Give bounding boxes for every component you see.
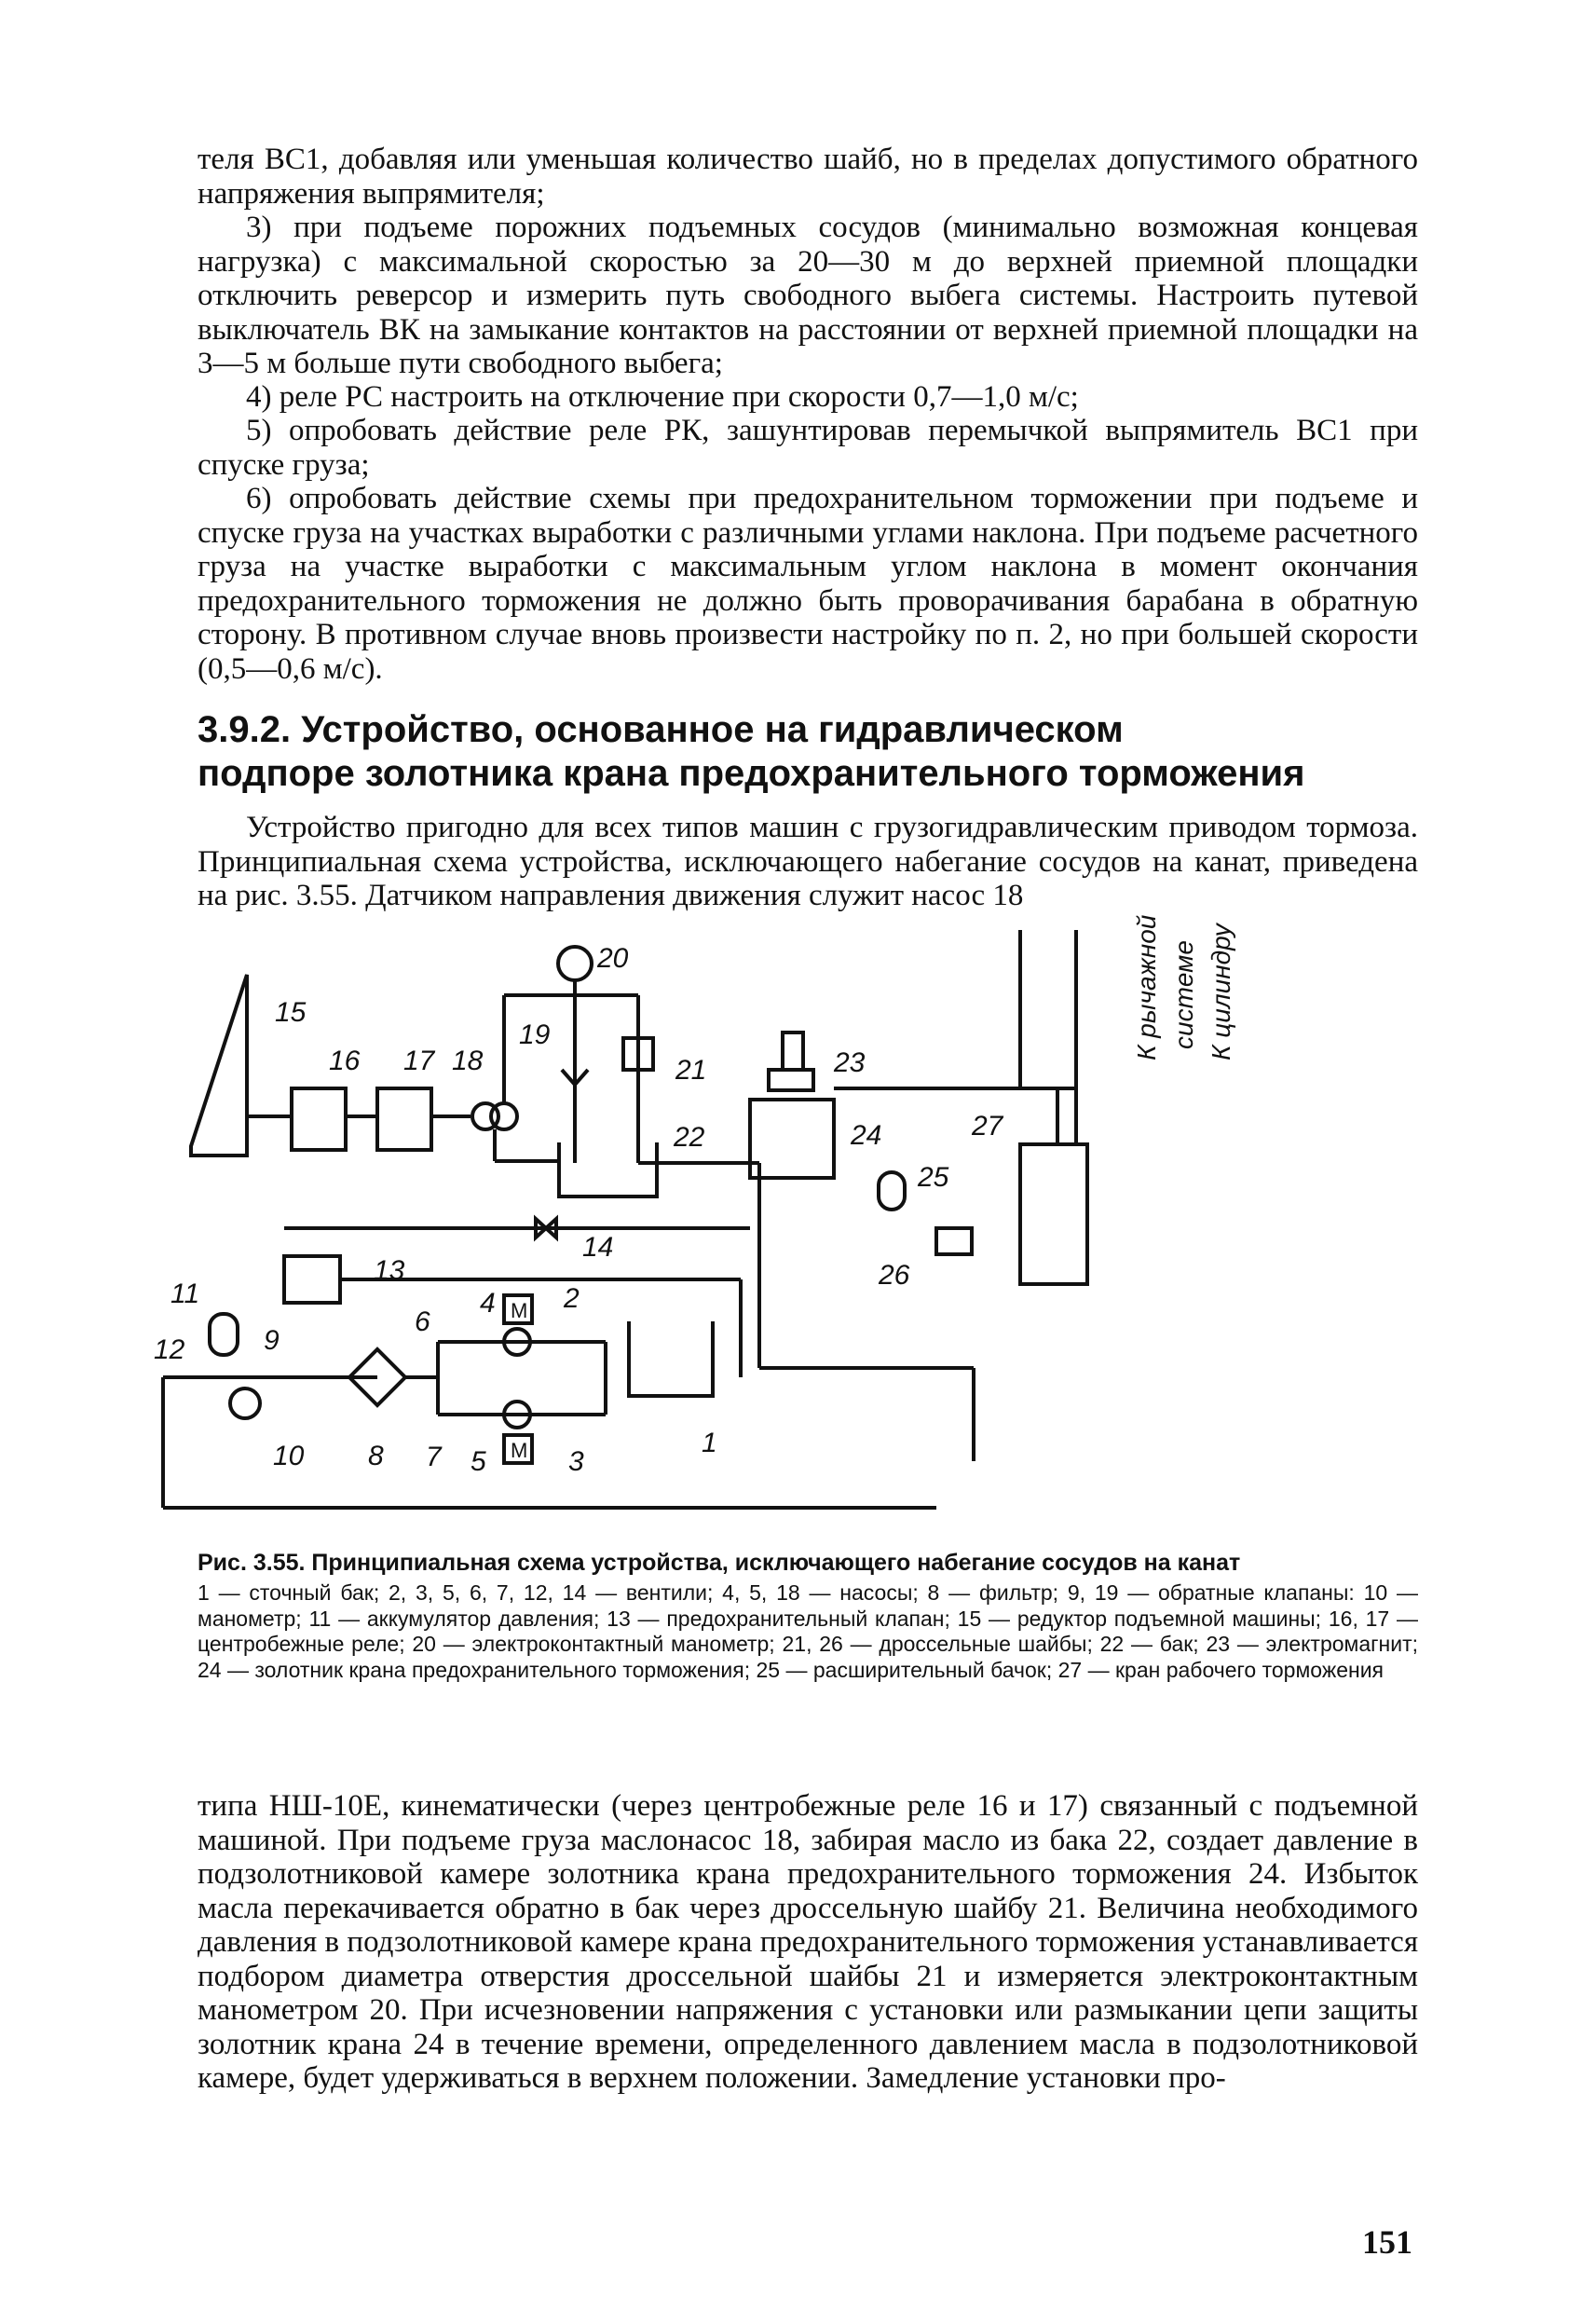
- label-5: 5: [471, 1446, 486, 1477]
- label-1: 1: [702, 1428, 717, 1458]
- relay-16: [292, 1088, 346, 1150]
- label-6: 6: [415, 1306, 430, 1337]
- label-22: 22: [674, 1122, 705, 1153]
- section-heading-line-1: 3.9.2. Устройство, основанное на гидравлическом: [198, 709, 1124, 750]
- figure-caption: Рис. 3.55. Принципиальная схема устройства, исключающего набегание сосудов на канат: [198, 1550, 1241, 1576]
- label-3: 3: [568, 1446, 584, 1477]
- label-21: 21: [675, 1055, 707, 1086]
- label-16: 16: [329, 1046, 361, 1076]
- label-14: 14: [582, 1232, 614, 1263]
- expansion-tank-25: [879, 1172, 905, 1210]
- paragraph-step-3: 3) при подъеме порожних подъемных сосудов (минимально возможная концевая нагрузка) с максимальной скоростью за 20—30 м до верхней приемной площадки отключить реверсор и измерить путь свободного выбега системы. Настроить путевой выключатель ВК на замыкание контактов на расстоянии от верхней приемной площадки на 3—5 м больше пути свободного выбега;: [198, 211, 1418, 380]
- figure-legend: 1 — сточный бак; 2, 3, 5, 6, 7, 12, 14 — вентили; 4, 5, 18 — насосы; 8 — фильтр; 9, 19 — обратные клапаны: 10 — манометр; 11 — аккумулятор давления; 13 — предохранительный клапан; 15 — редуктор подъемной машины; 16, 17 — центробежные реле; 20 — электроконтактный манометр; 21, 26 — дроссельные шайбы; 22 — бак; 23 — электромагнит; 24 — золотник крана предохранительного торможения; 25 — расширительный бачок; 27 — кран рабочего торможения: [198, 1580, 1418, 1682]
- motor-5-label: М: [511, 1439, 528, 1462]
- label-2: 2: [564, 1283, 580, 1314]
- paragraph-step-4: 4) реле РС настроить на отключение при скорости 0,7—1,0 м/с;: [246, 380, 1079, 414]
- electromagnet-23: [783, 1032, 803, 1070]
- paragraph-step-5: 5) опробовать действие реле РК, зашунтировав перемычкой выпрямитель ВС1 при спуске груза;: [198, 414, 1418, 482]
- label-20: 20: [597, 943, 629, 974]
- safety-valve-13: [284, 1256, 340, 1303]
- label-7: 7: [426, 1442, 442, 1472]
- gauge-20: [558, 947, 592, 980]
- label-to-cylinder: К цилиндру: [1207, 923, 1235, 1060]
- relay-17: [377, 1088, 431, 1150]
- label-11: 11: [171, 1279, 200, 1309]
- label-25: 25: [918, 1162, 949, 1193]
- label-4: 4: [480, 1288, 496, 1319]
- gauge-10: [230, 1388, 260, 1418]
- section-heading-line-2: подпоре золотника крана предохранительного торможения: [198, 753, 1305, 794]
- label-26: 26: [879, 1260, 910, 1291]
- label-18: 18: [452, 1046, 484, 1076]
- paragraph-intro: Устройство пригодно для всех типов машин с грузогидравлическим приводом тормоза. Принципиальная схема устройства, исключающего набегание сосудов на канат, приведена на рис. 3.55. Датчиком направления движения служит насос 18: [198, 811, 1418, 912]
- spool-valve-24: [750, 1100, 834, 1178]
- paragraph-body-continued: типа НШ-10Е, кинематически (через центробежные реле 16 и 17) связанный с подъемной машиной. При подъеме груза маслонасос 18, забирая масло из бака 22, создает давление в подзолотниковой камере золотника крана предохранительного торможения 24. Избыток масла перекачивается обратно в бак через дроссельную шайбу 21. Величина необходимого давления в подзолотниковой камере крана предохранительного торможения устанавливается подбором диаметра отверстия дроссельной шайбы 21 и измеряется электроконтактным манометром 20. При исчезновении напряжения с установки или размыкании цепи защиты золотник крана 24 в течение времени, определенного давлением масла в подзолотниковой камере, будет удерживаться в верхнем положении. Замедление установки про-: [198, 1789, 1418, 2095]
- label-to-lever: К рычажной: [1132, 914, 1161, 1060]
- label-24: 24: [851, 1120, 882, 1151]
- paragraph-1: теля ВС1, добавляя или уменьшая количество шайб, но в пределах допустимого обратного напряжения выпрямителя;: [198, 143, 1418, 211]
- label-9: 9: [264, 1325, 280, 1356]
- label-17: 17: [403, 1046, 435, 1076]
- label-12: 12: [154, 1334, 185, 1365]
- scheme-diagram: [154, 914, 1421, 1545]
- label-13: 13: [374, 1255, 405, 1286]
- drain-tank-1: [629, 1321, 713, 1396]
- paragraph-step-6: 6) опробовать действие схемы при предохранительном торможении при подъеме и спуске груза на участках выработки с различными углами наклона. При подъеме расчетного груза на участке выработки с максимальным углом наклона в момент окончания предохранительного торможения не должно быть проворачивания барабана в обратную сторону. В противном случае вновь произвести настройку по п. 2, но при большей скорости (0,5—0,6 м/с).: [198, 482, 1418, 686]
- hydraulic-scheme-figure: [154, 914, 1421, 1545]
- label-15: 15: [275, 997, 307, 1028]
- reducer-15: [191, 975, 247, 1156]
- label-10: 10: [273, 1441, 305, 1471]
- label-23: 23: [834, 1047, 866, 1078]
- label-8: 8: [368, 1441, 384, 1471]
- choke-26: [936, 1228, 972, 1254]
- motor-4-label: М: [511, 1299, 528, 1322]
- label-27: 27: [972, 1111, 1003, 1142]
- label-to-lever-2: системе: [1169, 940, 1198, 1049]
- accumulator-11: [210, 1314, 238, 1355]
- brake-valve-27: [1020, 1144, 1087, 1284]
- page-number: 151: [1362, 2223, 1412, 2261]
- label-19: 19: [519, 1019, 551, 1050]
